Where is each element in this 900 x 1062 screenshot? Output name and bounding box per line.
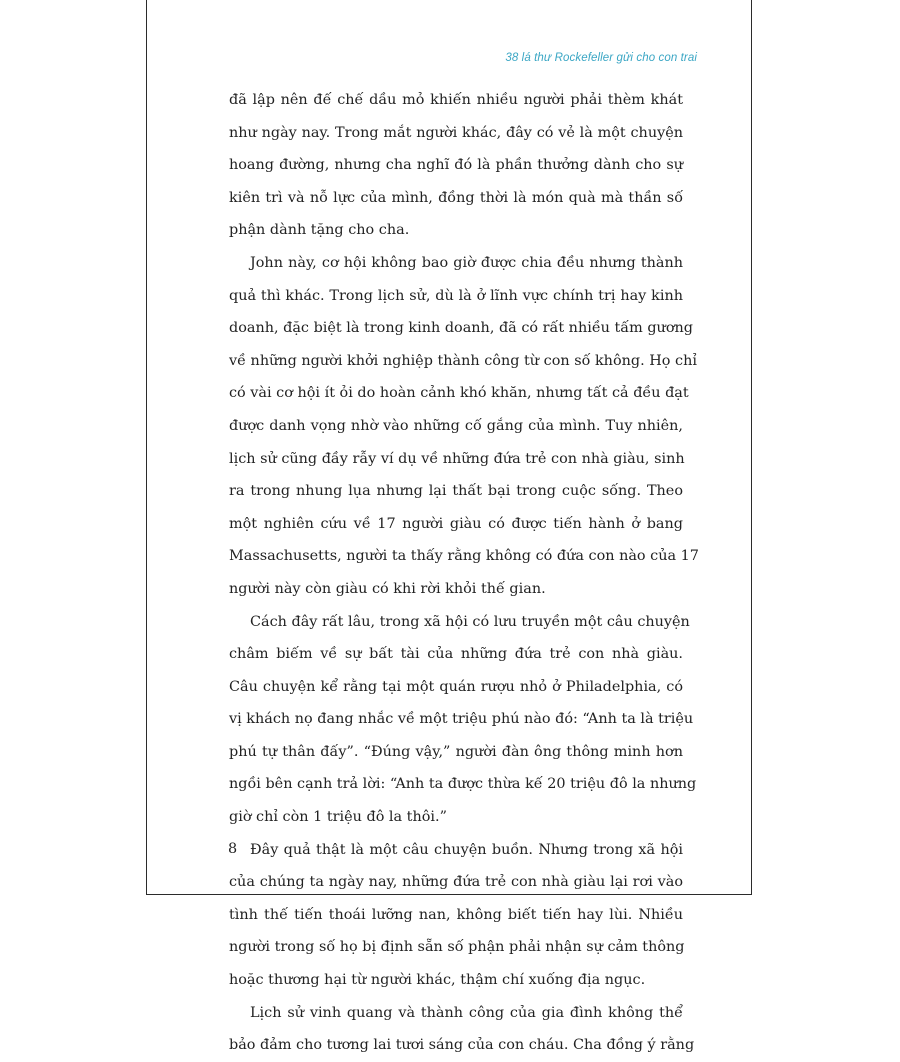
- text-line: đã lập nên đế chế dầu mỏ khiến nhiều người phải thèm khát: [229, 92, 683, 108]
- text-line: Cách đây rất lâu, trong xã hội có lưu truyền một câu chuyện: [250, 613, 690, 630]
- text-line: người trong số họ bị định sẵn số phận phải nhận sự cảm thông: [229, 939, 685, 956]
- text-line: một nghiên cứu về 17 người giàu có được tiến hành ở bang: [229, 515, 683, 532]
- text-line: giờ chỉ còn 1 triệu đô la thôi.”: [229, 809, 447, 826]
- running-head: 38 lá thư Rockefeller gửi cho con trai: [505, 52, 697, 64]
- text-line: như ngày nay. Trong mắt người khác, đây có vẻ là một chuyện: [229, 124, 683, 141]
- page-number: 8: [228, 841, 238, 857]
- text-line: kiên trì và nỗ lực của mình, đồng thời là món quà mà thần số: [229, 189, 683, 206]
- text-line: được danh vọng nhờ vào những cố gắng của mình. Tuy nhiên,: [229, 417, 683, 434]
- text-line: của chúng ta ngày nay, những đứa trẻ con nhà giàu lại rơi vào: [229, 874, 683, 891]
- text-line: bảo đảm cho tương lai tươi sáng của con cháu. Cha đồng ý rằng: [229, 1037, 695, 1054]
- text-line: Lịch sử vinh quang và thành công của gia đình không thể: [250, 1004, 683, 1021]
- text-line: doanh, đặc biệt là trong kinh doanh, đã có rất nhiều tấm gương: [229, 320, 693, 337]
- text-line: tình thế tiến thoái lưỡng nan, không biết tiến hay lùi. Nhiều: [229, 906, 683, 923]
- body-text: [229, 84, 699, 1062]
- text-line: John này, cơ hội không bao giờ được chia đều nhưng thành: [250, 254, 683, 271]
- text-line: phận dành tặng cho cha.: [229, 222, 410, 239]
- book-page: [146, 0, 752, 1054]
- text-line: Massachusetts, người ta thấy rằng không có đứa con nào của 17: [229, 548, 699, 565]
- text-line: Câu chuyện kể rằng tại một quán rượu nhỏ ở Philadelphia, có: [229, 678, 683, 695]
- text-line: hoang đường, nhưng cha nghĩ đó là phần thưởng dành cho sự: [229, 157, 683, 174]
- text-line: lịch sử cũng đầy rẫy ví dụ về những đứa trẻ con nhà giàu, sinh: [229, 450, 685, 467]
- text-line: người này còn giàu có khi rời khỏi thế gian.: [229, 580, 546, 597]
- text-line: hoặc thương hại từ người khác, thậm chí xuống địa ngục.: [229, 972, 646, 989]
- text-line: phú tự thân đấy”. “Đúng vậy,” người đàn ông thông minh hơn: [229, 743, 683, 760]
- text-line: về những người khởi nghiệp thành công từ con số không. Họ chỉ: [229, 352, 697, 369]
- text-line: châm biếm về sự bất tài của những đứa trẻ con nhà giàu.: [229, 646, 683, 663]
- text-line: có vài cơ hội ít ỏi do hoàn cảnh khó khăn, nhưng tất cả đều đạt: [229, 385, 689, 402]
- text-line: ra trong nhung lụa nhưng lại thất bại trong cuộc sống. Theo: [229, 483, 683, 500]
- text-line: vị khách nọ đang nhắc về một triệu phú nào đó: “Anh ta là triệu: [229, 711, 694, 728]
- text-line: Đây quả thật là một câu chuyện buồn. Nhưng trong xã hội: [250, 841, 683, 858]
- text-line: ngồi bên cạnh trả lời: “Anh ta được thừa kế 20 triệu đô la nhưng: [229, 776, 697, 793]
- text-line: quả thì khác. Trong lịch sử, dù là ở lĩnh vực chính trị hay kinh: [229, 287, 683, 304]
